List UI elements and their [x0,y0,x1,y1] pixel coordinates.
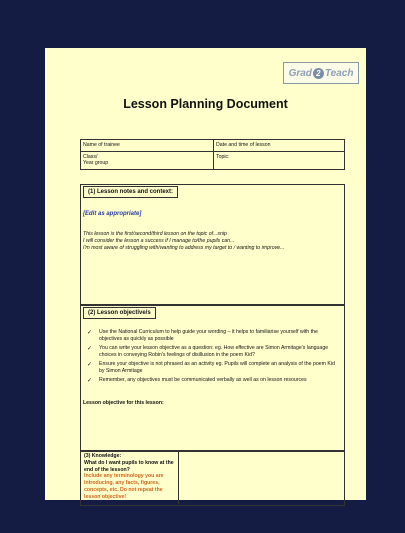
document-title: Lesson Planning Document [123,97,288,111]
check-icon: ✓ [87,330,93,337]
grad2teach-logo [283,62,359,84]
objective-guidance-list [81,329,344,385]
logo-text-teach: Teach [324,67,354,79]
list-item: ✓ You can write your lesson objective as a question: eg. How effective are Simon Armitage's language choices in conveying Robin's feelings of disillusion in the poem Kid? [87,345,329,359]
check-icon: ✓ [87,378,93,385]
check-icon: ✓ [87,362,93,369]
edit-as-appropriate-note: [Edit as appropriate] [83,211,142,218]
lesson-notes-text [83,231,344,252]
knowledge-section[interactable] [80,451,345,506]
logo-text-grad: Grad [288,67,312,79]
document-page [45,48,366,500]
logo-badge-2: 2 [313,68,324,79]
lesson-notes-heading: (1) Lesson notes and context: [83,186,178,198]
name-of-trainee-cell[interactable]: Name of trainee [81,140,214,152]
knowledge-tip: Include any terminology you are introducing, any facts, figures, concepts, etc. Do not repeat the lesson objective! [84,473,164,500]
lesson-objectives-heading: (2) Lesson objective/s [83,307,156,319]
knowledge-heading: (3) Knowledge: [84,453,122,459]
lesson-objective-label: Lesson objective for this lesson: [83,400,164,407]
date-time-cell[interactable]: Date and time of lesson [214,140,345,152]
lesson-notes-line-3: I'm most aware of struggling with/wanting to address my target to / wanting to improve... [83,245,285,252]
class-year-group-cell[interactable] [81,151,214,169]
trainee-info-table [80,139,345,170]
check-icon: ✓ [87,346,93,353]
list-item: ✓ Use the National Curriculum to help guide your wording – it helps to familiarise yourself with the objectives as quickly as possible [87,329,318,343]
lesson-notes-line-2: I will consider the lesson a success if I manage to/the pupils can... [83,238,235,245]
year-group-label: Year group [83,160,109,166]
list-item: ✓ Remember, any objectives must be communicated verbally as well as on lesson resources [87,377,307,385]
lesson-notes-section[interactable] [80,184,345,305]
knowledge-prompt-cell [81,452,179,504]
lesson-notes-line-1: This lesson is the first/second/third lesson on the topic of...snip [83,231,227,238]
topic-cell[interactable]: Topic: [214,151,345,169]
class-label: Class/ [83,153,98,160]
list-item: ✓ Ensure your objective is not phrased as an activity eg. Pupils will complete an analysis of the poem Kid by Simon Armitage [87,361,335,375]
knowledge-question: What do I want pupils to know at the end of the lesson? [84,459,174,473]
lesson-objectives-section[interactable] [80,305,345,451]
